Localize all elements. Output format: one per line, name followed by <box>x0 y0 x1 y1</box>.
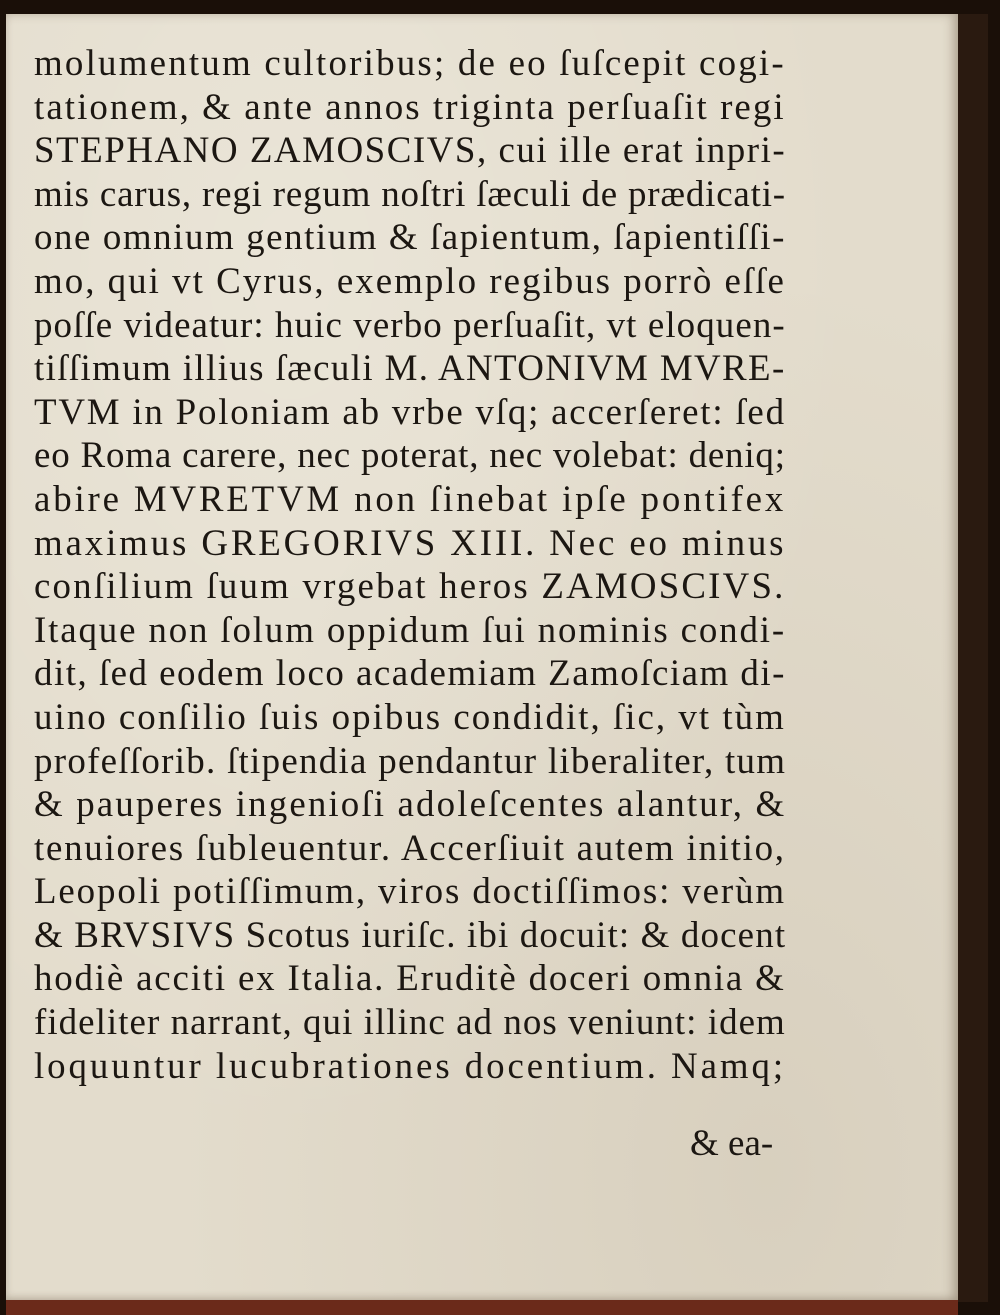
text-line: & BRVSIVS Scotus iuriſc. ibi docuit: & docent <box>34 914 787 956</box>
text-line: profeſſorib. ſtipendia pendantur liberaliter, tum <box>34 740 787 782</box>
text-line: mis carus, regi regum noſtri ſæculi de prædicati- <box>34 173 786 215</box>
page-edge-shadow <box>958 14 988 1302</box>
text-line: maximus GREGORIVS XIII. Nec eo minus <box>34 522 787 564</box>
text-line: TVM in Poloniam ab vrbe vſq; accerſeret: ſed <box>34 391 786 433</box>
text-line: Leopoli potiſſimum, viros doctiſſimos: verùm <box>34 871 786 913</box>
text-line: poſſe videatur: huic verbo perſuaſit, vt eloquen- <box>34 304 786 346</box>
text-line: molumentum cultoribus; de eo ſuſcepit cogi- <box>34 43 786 84</box>
text-line: STEPHANO ZAMOSCIVS, cui ille erat inpri- <box>34 130 787 172</box>
text-line: mo, qui vt Cyrus, exemplo regibus porrò eſſe <box>34 260 786 302</box>
text-line: loquuntur lucubrationes docentium. Namq; <box>34 1045 787 1087</box>
text-line: conſilium ſuum vrgebat heros ZAMOSCIVS. <box>34 566 786 608</box>
binding-strip <box>6 1300 958 1315</box>
text-line: tationem, & ante annos triginta perſuaſit regi <box>34 86 786 128</box>
text-line: & pauperes ingenioſi adoleſcentes alantur, & <box>34 784 787 826</box>
text-line: hodiè acciti ex Italia. Eruditè doceri omnia & <box>34 958 786 1000</box>
text-line: Itaque non ſolum oppidum ſui nominis condi- <box>34 609 787 651</box>
body-text <box>34 42 786 1088</box>
text-line: dit, ſed eodem loco academiam Zamoſciam di- <box>34 653 786 695</box>
catchword: & ea- <box>690 1123 774 1164</box>
text-line: eo Roma carere, nec poterat, nec volebat: deniq; <box>34 435 786 477</box>
text-line: one omnium gentium & ſapientum, ſapientiſſi- <box>34 217 786 259</box>
text-line: uino conſilio ſuis opibus condidit, ſic, vt tùm <box>34 696 786 738</box>
text-line: abire MVRETVM non ſinebat ipſe pontifex <box>34 478 787 520</box>
text-line: tiſſimum illius ſæculi M. ANTONIVM MVRE- <box>34 348 786 390</box>
text-line: tenuiores ſubleuentur. Accerſiuit autem initio, <box>34 827 786 869</box>
text-line: fideliter narrant, qui illinc ad nos veniunt: idem <box>34 1002 786 1044</box>
